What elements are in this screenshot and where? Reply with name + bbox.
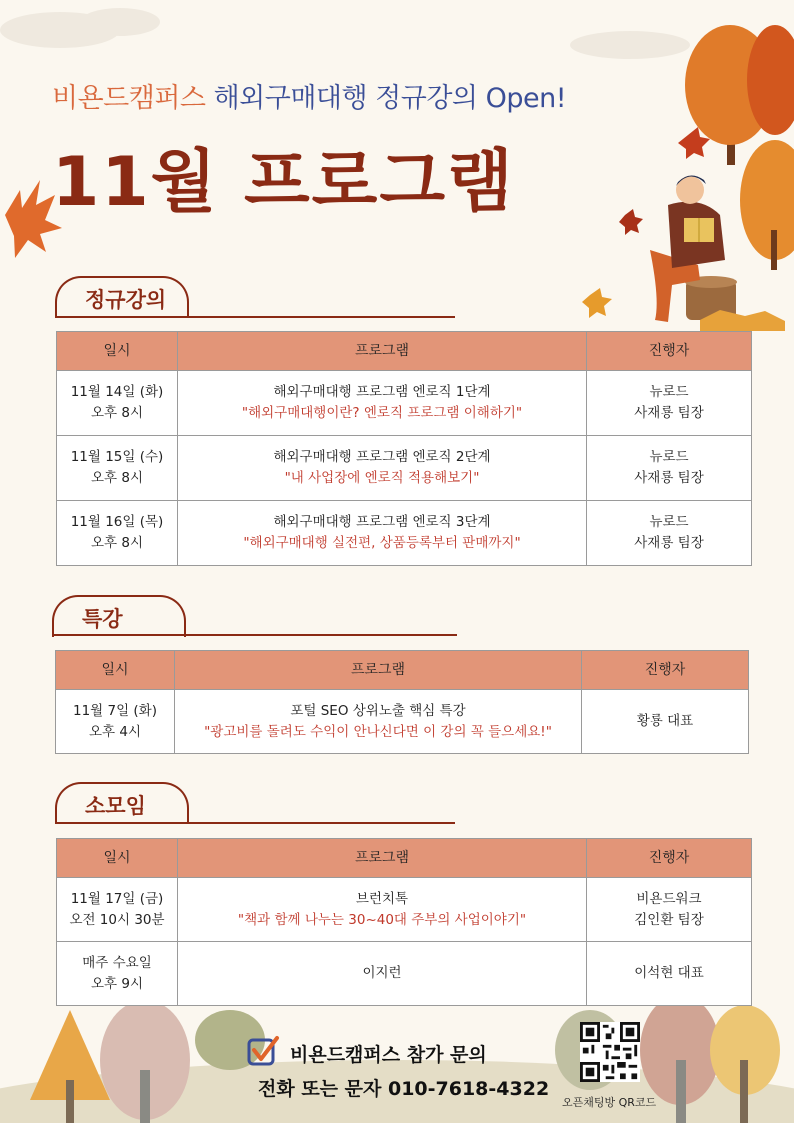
cloud-illustration [0,8,690,59]
program-cell: 브런치톡 "책과 함께 나누는 30~40대 주부의 사업이야기" [178,878,587,942]
date-cell: 11월 14일 (화) 오후 8시 [57,371,178,436]
section-divider [55,316,455,318]
host-cell: 뉴로드 사재룡 팀장 [587,436,752,501]
date-cell: 11월 17일 (금) 오전 10시 30분 [57,878,178,942]
page-title: 11월 프로그램 [52,143,515,222]
special-schedule-table [55,650,749,754]
qr-code-label: 오픈채팅방 QR코드 [562,1096,657,1109]
host-cell: 비욘드워크 김인환 팀장 [587,878,752,942]
program-cell: 이지런 [178,942,587,1006]
host-cell: 뉴로드 사재룡 팀장 [587,501,752,566]
section-label-regular: 정규강의 [85,288,167,312]
host-cell: 황룡 대표 [582,690,749,754]
checkbox-check-icon [246,1035,280,1069]
inquiry-text: 비욘드캠퍼스 참가 문의 [290,1044,487,1066]
section-label-special: 특강 [82,607,123,631]
table-row [57,878,752,942]
table-row [57,942,752,1006]
section-divider [55,822,455,824]
table-row [57,501,752,566]
column-header-host: 진행자 [587,332,752,371]
qr-code-icon[interactable] [580,1022,640,1082]
brand-name: 비욘드캠퍼스 [52,83,206,114]
meetup-schedule-table [56,838,752,1006]
header-subtitle [52,76,566,115]
program-cell: 해외구매대행 프로그램 엔로직 1단계 "해외구매대행이란? 엔로직 프로그램 이해하기" [178,371,587,436]
table-header-row [56,651,749,690]
column-header-program: 프로그램 [175,651,582,690]
column-header-date: 일시 [56,651,175,690]
date-cell: 11월 7일 (화) 오후 4시 [56,690,175,754]
table-row [57,436,752,501]
table-row [56,690,749,754]
section-label-meetup: 소모임 [85,794,146,818]
column-header-host: 진행자 [582,651,749,690]
program-cell: 해외구매대행 프로그램 엔로직 2단계 "내 사업장에 엔로직 적용해보기" [178,436,587,501]
table-header-row [57,839,752,878]
host-cell: 뉴로드 사재룡 팀장 [587,371,752,436]
section-divider [52,634,457,636]
column-header-date: 일시 [57,839,178,878]
contact-text: 전화 또는 문자 010-7618-4322 [258,1078,550,1100]
date-cell: 매주 수요일 오후 9시 [57,942,178,1006]
host-cell: 이석현 대표 [587,942,752,1006]
reading-person-illustration [650,175,737,322]
subtitle-text: 해외구매대행 정규강의 Open! [213,83,567,114]
table-header-row [57,332,752,371]
program-cell: 해외구매대행 프로그램 엔로직 3단계 "해외구매대행 실전편, 상품등록부터 판매까지" [178,501,587,566]
program-cell: 포털 SEO 상위노출 핵심 특강 "광고비를 돌려도 수익이 안나신다면 이 강의 꼭 들으세요!" [175,690,582,754]
column-header-date: 일시 [57,332,178,371]
date-cell: 11월 15일 (수) 오후 8시 [57,436,178,501]
date-cell: 11월 16일 (목) 오후 8시 [57,501,178,566]
column-header-program: 프로그램 [178,332,587,371]
regular-schedule-table [56,331,752,566]
column-header-host: 진행자 [587,839,752,878]
column-header-program: 프로그램 [178,839,587,878]
table-row [57,371,752,436]
